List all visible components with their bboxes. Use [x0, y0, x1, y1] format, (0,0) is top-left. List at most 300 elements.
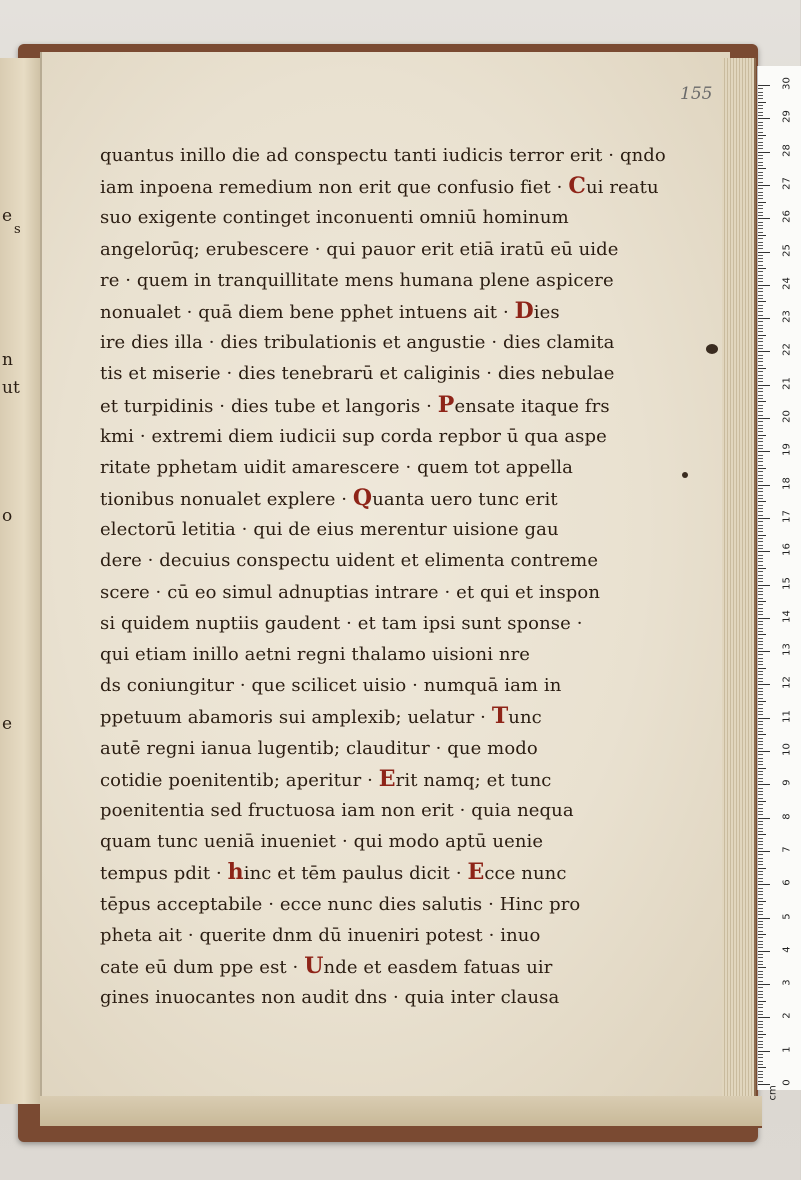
ruler-tick: [758, 455, 763, 456]
ruler-tick: [758, 505, 763, 506]
ruler-tick: [758, 814, 763, 815]
line-text: si quidem nuptiis gaudent · et tam ipsi sunt sponse ·: [100, 612, 583, 634]
ruler-tick: [758, 937, 763, 938]
ruler-tick: [758, 95, 763, 96]
ruler-number: 10: [781, 743, 793, 756]
manuscript-line: [100, 733, 620, 764]
manuscript-line: [100, 670, 620, 701]
ruler-tick: [758, 641, 763, 642]
line-text: angelorūq; erubescere · qui pauor erit etiā iratū eū uide: [100, 238, 619, 260]
ruler-tick: [758, 575, 763, 576]
ruler-number: 20: [781, 410, 793, 423]
ruler-tick: [758, 841, 763, 842]
ruler-tick: [758, 784, 770, 785]
ruler-tick: [758, 791, 763, 792]
ruler-tick: [758, 764, 763, 765]
left-page-fragment: n: [2, 350, 13, 370]
ruler-tick: [758, 255, 763, 256]
ruler-tick: [758, 288, 763, 289]
ruler-tick: [758, 521, 763, 522]
ruler-tick: [758, 761, 763, 762]
ruler-tick: [758, 898, 763, 899]
ruler-number: 8: [781, 812, 793, 820]
line-text: electorū letitia · qui de eius merentur uisione gau: [100, 519, 559, 541]
ruler-tick: [758, 188, 763, 189]
rubricated-initial: h: [227, 859, 244, 886]
ruler-number: 7: [781, 846, 793, 853]
line-text: nonualet · quā diem bene pphet intuens ait ·: [100, 301, 515, 323]
ruler-tick: [758, 318, 770, 319]
ruler-tick: [758, 258, 763, 259]
page-edges: [722, 58, 756, 1098]
ruler-tick: [758, 405, 763, 406]
ruler-tick: [758, 904, 763, 905]
ruler-tick: [758, 1017, 770, 1018]
left-page-fragment: ut: [2, 378, 20, 398]
ruler-tick: [758, 232, 763, 233]
ruler-tick: [758, 1011, 763, 1012]
ruler-tick: [758, 391, 763, 392]
line-text: quam tunc ueniā inueniet · qui modo aptū uenie: [100, 831, 544, 853]
ruler-tick: [758, 175, 763, 176]
ruler-tick: [758, 222, 763, 223]
ruler-tick: [758, 768, 766, 769]
ruler-number: 28: [781, 143, 793, 157]
ruler-tick: [758, 774, 763, 775]
ruler-number: 21: [781, 376, 793, 390]
manuscript-line: [100, 234, 620, 265]
ruler-tick: [758, 501, 766, 502]
manuscript-line: [100, 639, 620, 670]
line-text: autē regni ianua lugentib; clauditur · que modo: [100, 737, 538, 759]
rubricated-initial: E: [467, 859, 485, 886]
ruler-tick: [758, 851, 770, 852]
ruler-tick: [758, 538, 763, 539]
ruler-tick: [758, 182, 763, 183]
ruler-tick: [758, 118, 770, 119]
ruler-tick: [758, 871, 763, 872]
ruler-tick: [758, 98, 763, 99]
manuscript-line: [100, 701, 620, 732]
ruler-tick: [758, 674, 763, 675]
ruler-tick: [758, 138, 763, 139]
ruler-tick: [758, 624, 763, 625]
ruler-tick: [758, 628, 763, 629]
ruler-tick: [758, 631, 763, 632]
ruler-tick: [758, 601, 766, 602]
ruler-tick: [758, 365, 763, 366]
ruler-tick: [758, 341, 763, 342]
ruler-number: 23: [781, 310, 793, 323]
ruler-number: 18: [781, 476, 793, 490]
ruler-tick: [758, 271, 763, 272]
ruler-tick: [758, 135, 766, 136]
ruler-tick: [758, 678, 763, 679]
manuscript-line: [100, 140, 666, 171]
ruler-tick: [758, 818, 770, 819]
ruler-tick: [758, 1027, 763, 1028]
manuscript-text: [100, 140, 666, 1013]
ruler-tick: [758, 591, 763, 592]
ruler-tick: [758, 878, 763, 879]
ruler-number: 14: [781, 609, 793, 623]
ruler-tick: [758, 618, 770, 619]
ruler-tick: [758, 934, 766, 935]
ruler-tick: [758, 102, 766, 103]
left-page-fragment: e: [2, 206, 13, 226]
manuscript-line: [100, 483, 620, 514]
manuscript-line: [100, 202, 620, 233]
ruler-tick: [758, 172, 763, 173]
page-blemish: [682, 472, 688, 478]
ruler-tick: [758, 638, 763, 639]
ruler-tick: [758, 125, 763, 126]
line-text: iam inpoena remedium non erit que confusio fiet ·: [100, 177, 569, 199]
ruler-tick: [758, 744, 763, 745]
line-text: poenitentia sed fructuosa iam non erit · quia nequa: [100, 799, 574, 821]
manuscript-line: [100, 265, 620, 296]
ruler-tick: [758, 951, 770, 952]
ruler-tick: [758, 608, 763, 609]
ruler-number: 6: [781, 879, 793, 886]
ruler-tick: [758, 604, 763, 605]
ruler-tick: [758, 714, 763, 715]
ruler-tick: [758, 621, 763, 622]
ruler-tick: [758, 321, 763, 322]
ruler-tick: [758, 921, 763, 922]
manuscript-line: [100, 514, 620, 545]
ruler-number: 5: [781, 912, 793, 920]
ruler-tick: [758, 927, 763, 928]
ruler-tick: [758, 751, 770, 752]
ruler-tick: [758, 821, 763, 822]
ruler-tick: [758, 328, 763, 329]
ruler-tick: [758, 275, 763, 276]
ruler-tick: [758, 528, 763, 529]
ruler-tick: [758, 261, 763, 262]
measuring-ruler: [757, 66, 801, 1101]
ruler-tick: [758, 808, 763, 809]
ruler-tick: [758, 112, 763, 113]
ruler-tick: [758, 668, 766, 669]
line-text: pheta ait · querite dnm dū inueniri potest · inuo: [100, 924, 541, 946]
ruler-tick: [758, 908, 763, 909]
ruler-tick: [758, 794, 763, 795]
ruler-tick: [758, 758, 763, 759]
ruler-number: 26: [781, 210, 793, 224]
ruler-tick: [758, 351, 770, 352]
ruler-tick: [758, 588, 763, 589]
ruler-tick: [758, 348, 763, 349]
ruler-number: 11: [781, 709, 793, 723]
line-text: uanta uero tunc erit: [372, 489, 558, 511]
ruler-tick: [758, 485, 770, 486]
ruler-tick: [758, 748, 763, 749]
line-text: ies: [533, 301, 560, 323]
ruler-tick: [758, 388, 763, 389]
ruler-tick: [758, 185, 770, 186]
ruler-number: 29: [781, 110, 793, 124]
ruler-tick: [758, 944, 763, 945]
ruler-number: 16: [781, 543, 793, 557]
ruler-tick: [758, 578, 763, 579]
ruler-tick: [758, 754, 763, 755]
ruler-tick: [758, 981, 763, 982]
line-text: gines inuocantes non audit dns · quia inter clausa: [100, 987, 560, 1009]
ruler-tick: [758, 148, 763, 149]
ruler-tick: [758, 361, 763, 362]
line-text: inc et tēm paulus dicit ·: [243, 863, 468, 885]
manuscript-line: [100, 795, 620, 826]
ruler-tick: [758, 661, 763, 662]
ruler-tick: [758, 428, 763, 429]
ruler-tick: [758, 788, 763, 789]
ruler-tick: [758, 198, 763, 199]
line-text: re · quem in tranquillitate mens humana plene aspicere: [100, 269, 614, 291]
ruler-number: 9: [781, 779, 793, 786]
ruler-number: 2: [781, 1012, 793, 1020]
ruler-tick: [758, 555, 763, 556]
ruler-tick: [758, 558, 763, 559]
ruler-tick: [758, 218, 770, 219]
ruler-tick: [758, 804, 763, 805]
ruler-tick: [758, 684, 770, 685]
line-text: ire dies illa · dies tribulationis et angustie · dies clamita: [100, 332, 615, 354]
rubricated-initial: T: [491, 703, 509, 730]
ruler-tick: [758, 515, 763, 516]
ruler-tick: [758, 481, 763, 482]
ruler-tick: [758, 741, 763, 742]
rubricated-initial: Q: [352, 485, 373, 512]
ruler-tick: [758, 235, 766, 236]
rubricated-initial: C: [568, 173, 586, 200]
ruler-tick: [758, 1051, 770, 1052]
ruler-tick: [758, 691, 763, 692]
ruler-tick: [758, 957, 763, 958]
ruler-tick: [758, 658, 763, 659]
manuscript-line: [100, 951, 620, 982]
ruler-number: 19: [781, 443, 793, 457]
ruler-tick: [758, 438, 763, 439]
ruler-tick: [758, 1057, 763, 1058]
ruler-tick: [758, 265, 763, 266]
manuscript-line: [100, 545, 620, 576]
ruler-tick: [758, 478, 763, 479]
ruler-tick: [758, 848, 763, 849]
ruler-tick: [758, 1077, 763, 1078]
ruler-tick: [758, 614, 763, 615]
ruler-tick: [758, 834, 766, 835]
ruler-tick: [758, 1024, 763, 1025]
ruler-tick: [758, 1067, 766, 1068]
ruler-number: 12: [781, 676, 793, 690]
ruler-tick: [758, 711, 763, 712]
ruler-tick: [758, 914, 763, 915]
rubricated-initial: U: [304, 952, 324, 979]
ruler-tick: [758, 525, 763, 526]
ruler-tick: [758, 967, 766, 968]
ruler-tick: [758, 495, 763, 496]
line-text: suo exigente continget inconuenti omniū hominum: [100, 207, 569, 229]
ruler-tick: [758, 178, 763, 179]
line-text: tis et miserie · dies tenebrarū et caliginis · dies nebulae: [100, 363, 615, 385]
ruler-tick: [758, 894, 763, 895]
ruler-tick: [758, 585, 770, 586]
left-page-fragment: e: [2, 714, 13, 734]
rubricated-initial: P: [437, 391, 455, 418]
ruler-tick: [758, 331, 763, 332]
ruler-tick: [758, 651, 770, 652]
ruler-tick: [758, 854, 763, 855]
page-blemish: [706, 344, 718, 354]
ruler-tick: [758, 977, 763, 978]
ruler-tick: [758, 535, 766, 536]
ruler-unit-label: cm: [767, 1085, 779, 1101]
ruler-tick: [758, 195, 763, 196]
ruler-tick: [758, 142, 763, 143]
ruler-tick: [758, 1034, 766, 1035]
ruler-tick: [758, 971, 763, 972]
ruler-tick: [758, 984, 770, 985]
ruler-tick: [758, 947, 763, 948]
ruler-tick: [758, 378, 763, 379]
ruler-tick: [758, 1007, 763, 1008]
line-text: ensate itaque frs: [454, 395, 610, 417]
ruler-tick: [758, 238, 763, 239]
line-text: cate eū dum ppe est ·: [100, 956, 305, 978]
ruler-tick: [758, 718, 770, 719]
ruler-tick: [758, 901, 766, 902]
ruler-tick: [758, 291, 763, 292]
ruler-tick: [758, 721, 763, 722]
ruler-number: 4: [781, 946, 793, 953]
ruler-tick: [758, 415, 763, 416]
ruler-tick: [758, 398, 763, 399]
ruler-tick: [758, 1041, 763, 1042]
ruler-tick: [758, 861, 763, 862]
ruler-tick: [758, 215, 763, 216]
ruler-number: 3: [781, 979, 793, 986]
ruler-tick: [758, 551, 770, 552]
ruler-tick: [758, 997, 763, 998]
ruler-tick: [758, 212, 763, 213]
manuscript-line: [100, 358, 620, 389]
ruler-tick: [758, 648, 763, 649]
ruler-tick: [758, 228, 763, 229]
ruler-tick: [758, 858, 763, 859]
ruler-tick: [758, 242, 763, 243]
ruler-tick: [758, 475, 763, 476]
ruler-tick: [758, 954, 763, 955]
line-text: ds coniungitur · que scilicet uisio · numquā iam in: [100, 675, 562, 697]
ruler-number: 22: [781, 343, 793, 357]
ruler-tick: [758, 451, 770, 452]
ruler-tick: [758, 874, 763, 875]
ruler-tick: [758, 458, 763, 459]
ruler-tick: [758, 315, 763, 316]
ruler-tick: [758, 132, 763, 133]
ruler-tick: [758, 541, 763, 542]
ruler-tick: [758, 88, 763, 89]
ruler-tick: [758, 158, 763, 159]
ruler-tick: [758, 152, 770, 153]
ruler-tick: [758, 728, 763, 729]
ruler-tick: [758, 1064, 763, 1065]
ruler-tick: [758, 931, 763, 932]
ruler-tick: [758, 252, 770, 253]
ruler-tick: [758, 698, 763, 699]
ruler-tick: [758, 162, 763, 163]
ruler-tick: [758, 155, 763, 156]
manuscript-line: [100, 608, 620, 639]
ruler-tick: [758, 571, 763, 572]
manuscript-line: [100, 577, 620, 608]
ruler-tick: [758, 694, 763, 695]
ruler-tick: [758, 724, 763, 725]
ruler-tick: [758, 92, 763, 93]
ruler-number: 13: [781, 643, 793, 656]
ruler-tick: [758, 465, 763, 466]
ruler-tick: [758, 911, 763, 912]
ruler-tick: [758, 734, 766, 735]
manuscript-line: [100, 327, 620, 358]
ruler-tick: [758, 738, 763, 739]
ruler-tick: [758, 838, 763, 839]
line-text: qui etiam inillo aetni regni thalamo uisioni nre: [100, 644, 531, 665]
ruler-tick: [758, 918, 770, 919]
ruler-tick: [758, 168, 766, 169]
ruler-tick: [758, 1021, 763, 1022]
line-text: ppetuum abamoris sui amplexib; uelatur ·: [100, 707, 492, 729]
ruler-tick: [758, 568, 766, 569]
ruler-tick: [758, 385, 770, 386]
ruler-tick: [758, 868, 766, 869]
ruler-tick: [758, 781, 763, 782]
ruler-tick: [758, 1004, 763, 1005]
ruler-tick: [758, 581, 763, 582]
ruler-tick: [758, 1074, 763, 1075]
ruler-tick: [758, 671, 763, 672]
ruler-tick: [758, 864, 763, 865]
line-text: tempus pdit ·: [100, 863, 228, 885]
ruler-tick: [758, 654, 763, 655]
ruler-tick: [758, 1014, 763, 1015]
ruler-tick: [758, 1061, 763, 1062]
ruler-tick: [758, 335, 766, 336]
manuscript-line: [100, 826, 620, 857]
ruler-tick: [758, 192, 763, 193]
ruler-tick: [758, 1071, 763, 1072]
ruler-tick: [758, 888, 763, 889]
ruler-tick: [758, 358, 763, 359]
ruler-tick: [758, 548, 763, 549]
ruler-number: 15: [781, 576, 793, 590]
line-text: nde et easdem fatuas uir: [323, 956, 553, 978]
ruler-tick: [758, 987, 763, 988]
ruler-tick: [758, 355, 763, 356]
manuscript-line: [100, 982, 620, 1013]
ruler-tick: [758, 801, 766, 802]
ruler-tick: [758, 248, 763, 249]
ruler-tick: [758, 338, 763, 339]
ruler-tick: [758, 974, 763, 975]
ruler-tick: [758, 445, 763, 446]
ruler-number: 25: [781, 243, 793, 257]
bottom-page-edge: [40, 1096, 762, 1128]
ruler-tick: [758, 594, 763, 595]
ruler-tick: [758, 441, 763, 442]
ruler-tick: [758, 488, 763, 489]
